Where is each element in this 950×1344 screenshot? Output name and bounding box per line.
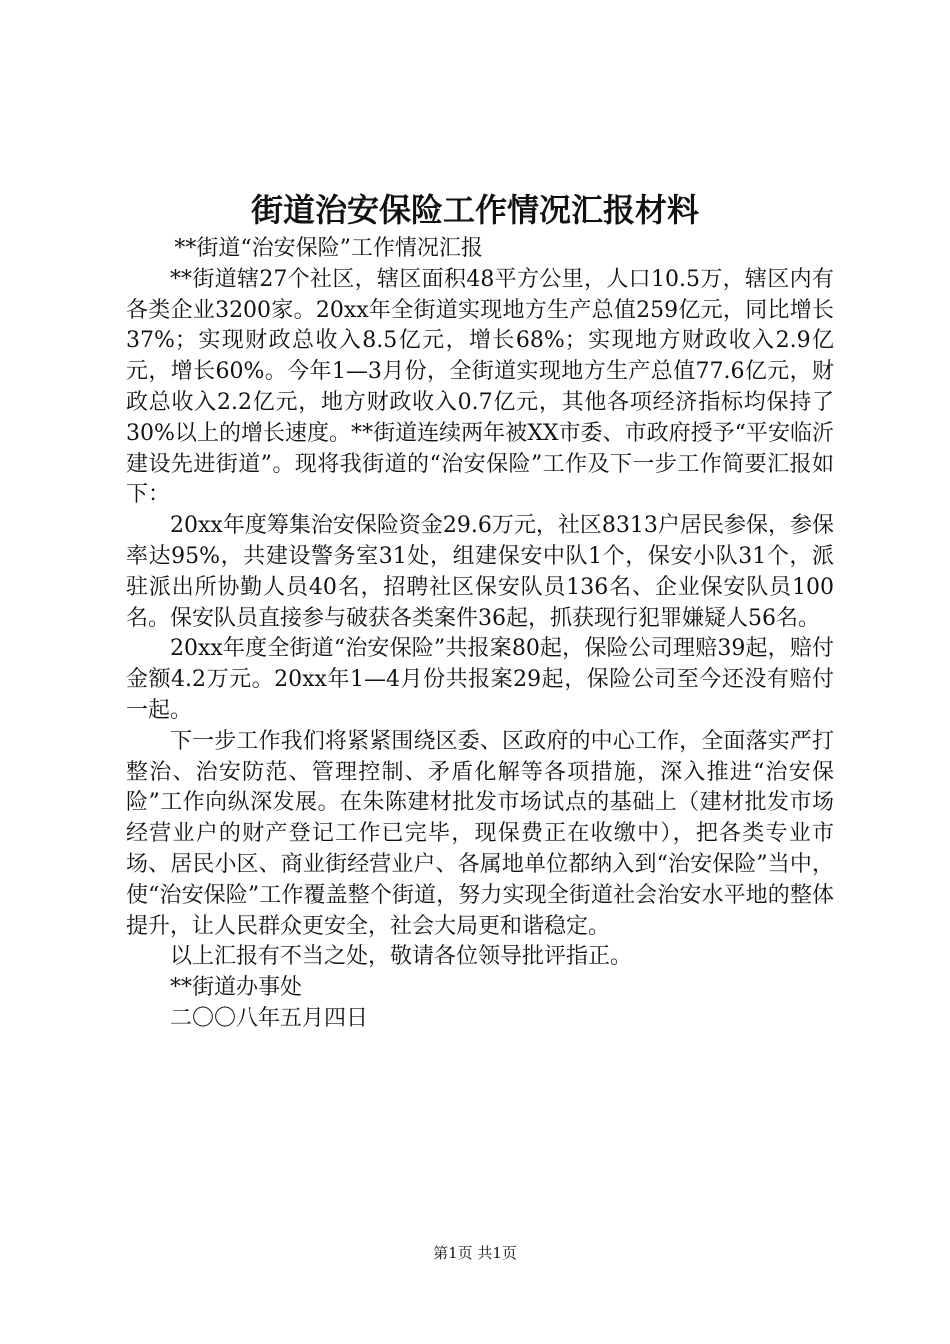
page-number-footer: 第1页 共1页	[433, 1244, 517, 1262]
paragraph-next-steps: 下一步工作我们将紧紧围绕区委、区政府的中心工作，全面落实严打整治、治安防范、管理控制、矛盾化解等各项措施，深入推进“治安保险”工作向纵深发展。在朱陈建材批发市场试点的基础上（建材批发市场经营业户的财产登记工作已完毕，现保费正在收缴中），把各类专业市场、居民小区、商业街经营业户、各属地单位都纳入到“治安保险”当中，使“治安保险”工作覆盖整个街道，努力实现全街道社会治安水平地的整体提升，让人民群众更安全，社会大局更和谐稳定。	[126, 728, 834, 939]
paragraph-funding: 20xx年度筹集治安保险资金29.6万元，社区8313户居民参保，参保率达95%，共建设警务室31处，组建保安中队1个，保安小队31个，派驻派出所协勤人员40名，招聘社区保安队员136名、企业保安队员100名。保安队员直接参与破获各类案件36起，抓获现行犯罪嫌疑人56名。	[126, 513, 834, 631]
report-heading: **街道“治安保险”工作情况汇报	[174, 236, 483, 261]
document-body	[126, 234, 834, 1035]
signature-date: 二〇〇八年五月四日	[170, 1005, 369, 1031]
paragraph-claims: 20xx年度全街道“治安保险”共报案80起，保险公司理赔39起，赔付金额4.2万元。20xx年1—4月份共报案29起，保险公司至今还没有赔付一起。	[126, 636, 834, 723]
page-title: 街道治安保险工作情况汇报材料	[250, 191, 699, 229]
paragraph-overview: **街道辖27个社区，辖区面积48平方公里，人口10.5万，辖区内有各类企业3200家。20xx年全街道实现地方生产总值259亿元，同比增长37%；实现财政总收入8.5亿元，增长68%；实现地方财政收入2.9亿元，增长60%。今年1—3月份，全街道实现地方生产总值77.6亿元，财政总收入2.2亿元，地方财政收入0.7亿元，其他各项经济指标均保持了30%以上的增长速度。**街道连续两年被XX市委、市政府授予“平安临沂建设先进街道”。现将我街道的“治安保险”工作及下一步工作简要汇报如下：	[126, 266, 834, 508]
signature-office: **街道办事处	[170, 975, 303, 1001]
paragraph-closing: 以上汇报有不当之处，敬请各位领导批评指正。	[170, 944, 633, 970]
